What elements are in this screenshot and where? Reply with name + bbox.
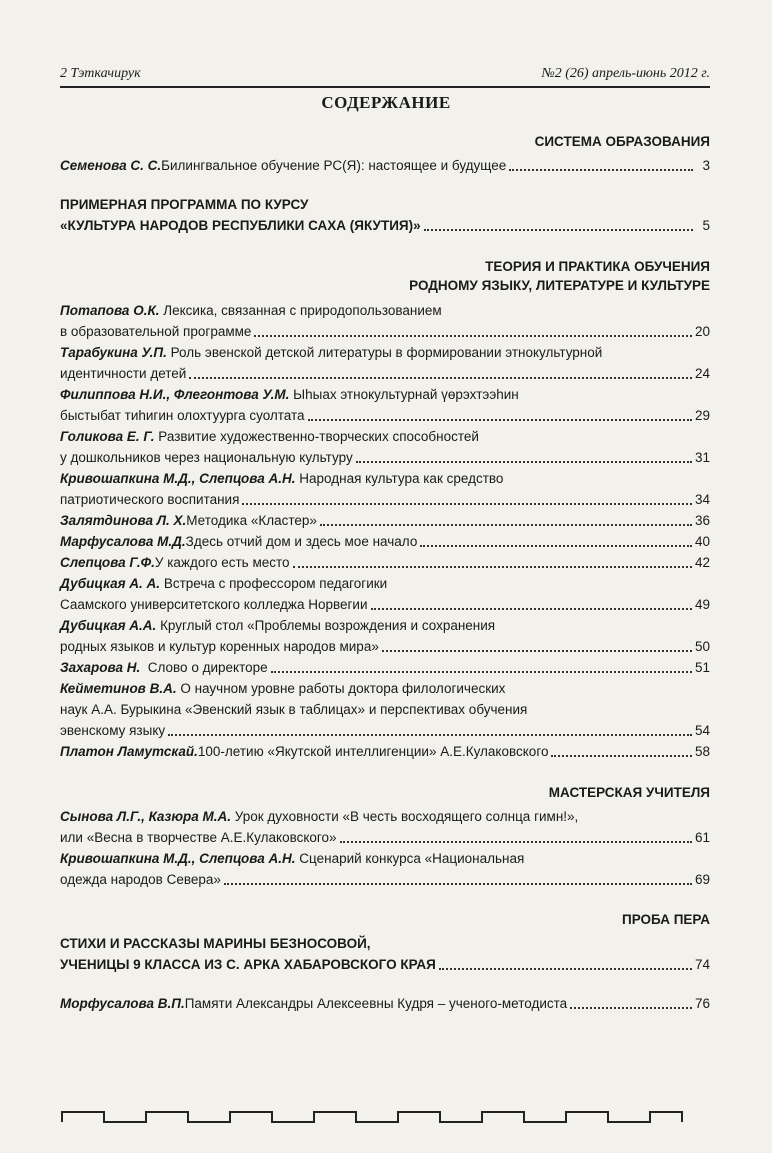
page-number: 36 xyxy=(694,513,710,528)
entry-title: Сценарий конкурса «Национальная xyxy=(295,851,525,866)
toc-entry[interactable] xyxy=(60,426,710,468)
entry-author: Тарабукина У.П. xyxy=(60,345,167,360)
entry-title-cont: родных языков и культур коренных народов мира» xyxy=(60,639,379,654)
leader-dots xyxy=(168,734,692,736)
toc-entry[interactable] xyxy=(60,510,710,531)
leader-dots xyxy=(254,335,692,337)
section-heading-teacher-workshop: МАСТЕРСКАЯ УЧИТЕЛЯ xyxy=(548,785,710,800)
page-number: 51 xyxy=(694,660,710,675)
entry-title-cont: эвенскому языку xyxy=(60,723,166,738)
entry-title: О научном уровне работы доктора филологических xyxy=(176,681,506,696)
page-number: 74 xyxy=(694,957,710,972)
entry-title: Ыhыах этнокультурнай үөрэхтээhин xyxy=(289,387,519,402)
toc-entry[interactable] xyxy=(60,678,710,741)
entry-title: «КУЛЬТУРА НАРОДОВ РЕСПУБЛИКИ САХА (ЯКУТИЯ)» xyxy=(60,218,421,233)
leader-dots xyxy=(424,229,693,231)
leader-dots xyxy=(382,650,692,652)
page-title: СОДЕРЖАНИЕ xyxy=(321,93,451,112)
entry-title: Слово о директоре xyxy=(140,660,268,675)
entry-author: Кейметинов В.А. xyxy=(60,681,177,696)
page-number: 42 xyxy=(694,555,710,570)
entry-title: Народная культура как средство xyxy=(295,471,504,486)
toc-entry[interactable] xyxy=(60,155,710,176)
entry-title: УЧЕНИЦЫ 9 КЛАССА ИЗ С. АРКА ХАБАРОВСКОГО КРАЯ xyxy=(60,957,436,972)
leader-dots xyxy=(340,841,692,843)
entry-author: Залятдинова Л. Х. xyxy=(60,513,187,528)
section-heading-theory-practice-2: РОДНОМУ ЯЗЫКУ, ЛИТЕРАТУРЕ И КУЛЬТУРЕ xyxy=(409,278,710,293)
entry-title: Урок духовности «В честь восходящего солнца гимн!», xyxy=(231,809,579,824)
entry-author: Кривошапкина М.Д., Слепцова А.Н. xyxy=(60,471,296,486)
entry-title: У каждого есть место xyxy=(154,555,290,570)
page-number: 31 xyxy=(694,450,710,465)
toc-entry[interactable] xyxy=(60,806,710,848)
toc-entry[interactable] xyxy=(60,573,710,615)
entry-title-cont: Саамского университетского колледжа Норвегии xyxy=(60,597,368,612)
toc-entry[interactable] xyxy=(60,552,710,573)
leader-dots xyxy=(271,671,692,673)
entry-title: Круглый стол «Проблемы возрождения и сохранения xyxy=(156,618,496,633)
entry-title: СТИХИ И РАССКАЗЫ МАРИНЫ БЕЗНОСОВОЙ, xyxy=(60,936,371,951)
entry-title-cont: в образовательной программе xyxy=(60,324,252,339)
entry-title-cont: быстыбат тиhигин олохтуурга суолтата xyxy=(60,408,305,423)
leader-dots xyxy=(509,169,693,171)
leader-dots xyxy=(189,377,692,379)
section-heading-education-system: СИСТЕМА ОБРАЗОВАНИЯ xyxy=(534,134,710,149)
toc-entry[interactable] xyxy=(60,657,710,678)
leader-dots xyxy=(224,883,692,885)
toc-entry[interactable] xyxy=(60,848,710,890)
page-number: 20 xyxy=(694,324,710,339)
entry-author: Марфусалова М.Д. xyxy=(60,534,186,549)
entry-title: Роль эвенской детской литературы в формировании этнокультурной xyxy=(166,345,603,360)
entry-author: Потапова О.К. xyxy=(60,303,160,318)
leader-dots xyxy=(420,545,692,547)
entry-title: Здесь отчий дом и здесь мое начало xyxy=(185,534,418,549)
entry-title-cont: патриотического воспитания xyxy=(60,492,240,507)
toc-entry[interactable] xyxy=(60,468,710,510)
entry-title-cont: идентичности детей xyxy=(60,366,187,381)
page-number: 3 xyxy=(702,158,710,173)
page-number: 34 xyxy=(694,492,710,507)
toc-entry[interactable] xyxy=(60,194,710,236)
entry-title: Билингвальное обучение РС(Я): настоящее и будущее xyxy=(161,158,507,173)
header-page-journal: 2 Тэткачирук xyxy=(60,66,141,81)
entry-title-cont: или «Весна в творчестве А.Е.Кулаковского» xyxy=(60,830,337,845)
toc-entry[interactable] xyxy=(60,615,710,657)
leader-dots xyxy=(308,419,692,421)
page-number: 61 xyxy=(694,830,710,845)
entry-title-cont: наук А.А. Бурыкина «Эвенский язык в таблицах» и перспективах обучения xyxy=(60,702,528,717)
entry-title: 100-летию «Якутской интеллигенции» А.Е.Кулаковского xyxy=(197,744,549,759)
entry-title: Развитие художественно-творческих способностей xyxy=(154,429,479,444)
leader-dots xyxy=(570,1007,692,1009)
page-number: 76 xyxy=(694,996,710,1011)
entry-author: Морфусалова В.П. xyxy=(60,996,185,1011)
page-number: 5 xyxy=(702,218,710,233)
entry-author: Дубицкая А.А. xyxy=(60,618,157,633)
page-number: 58 xyxy=(694,744,710,759)
page-number: 24 xyxy=(694,366,710,381)
page-number: 50 xyxy=(694,639,710,654)
entry-author: Семенова С. С. xyxy=(60,158,162,173)
section-heading-pen-test: ПРОБА ПЕРА xyxy=(622,912,710,927)
toc-entry[interactable] xyxy=(60,384,710,426)
leader-dots xyxy=(320,524,692,526)
leader-dots xyxy=(356,461,692,463)
toc-entry[interactable] xyxy=(60,993,710,1014)
leader-dots xyxy=(371,608,692,610)
entry-title: Методика «Кластер» xyxy=(186,513,317,528)
entry-author: Слепцова Г.Ф. xyxy=(60,555,155,570)
entry-author: Филиппова Н.И., Флегонтова У.М. xyxy=(60,387,290,402)
entry-title-cont: одежда народов Севера» xyxy=(60,872,221,887)
page-number: 54 xyxy=(694,723,710,738)
entry-author: Платон Ламутскай. xyxy=(60,744,198,759)
entry-title: Лексика, связанная с природопользованием xyxy=(159,303,442,318)
footer-ornament xyxy=(60,1110,686,1132)
entry-title: ПРИМЕРНАЯ ПРОГРАММА ПО КУРСУ xyxy=(60,197,309,212)
entry-author: Голикова Е. Г. xyxy=(60,429,155,444)
toc-entry[interactable] xyxy=(60,300,710,342)
entry-author: Кривошапкина М.Д., Слепцова А.Н. xyxy=(60,851,296,866)
page-number: 69 xyxy=(694,872,710,887)
leader-dots xyxy=(293,566,692,568)
page-number: 29 xyxy=(694,408,710,423)
entry-author: Сынова Л.Г., Казюра М.А. xyxy=(60,809,231,824)
leader-dots xyxy=(551,755,692,757)
toc-entry[interactable] xyxy=(60,741,710,762)
leader-dots xyxy=(242,503,692,505)
entry-title: Встреча с профессором педагогики xyxy=(160,576,388,591)
entry-title-cont: у дошкольников через национальную культуру xyxy=(60,450,353,465)
page-number: 40 xyxy=(694,534,710,549)
toc-entry[interactable] xyxy=(60,531,710,552)
header-issue: №2 (26) апрель-июнь 2012 г. xyxy=(541,66,710,81)
running-header xyxy=(60,64,710,88)
toc-entry[interactable] xyxy=(60,933,710,975)
entry-author: Захарова Н. xyxy=(60,660,141,675)
section-heading-theory-practice: ТЕОРИЯ И ПРАКТИКА ОБУЧЕНИЯ xyxy=(485,259,710,274)
page-number: 49 xyxy=(694,597,710,612)
leader-dots xyxy=(439,968,692,970)
entry-author: Дубицкая А. А. xyxy=(60,576,161,591)
toc-entry[interactable] xyxy=(60,342,710,384)
entry-title: Памяти Александры Алексеевны Кудря – ученого-методиста xyxy=(184,996,568,1011)
